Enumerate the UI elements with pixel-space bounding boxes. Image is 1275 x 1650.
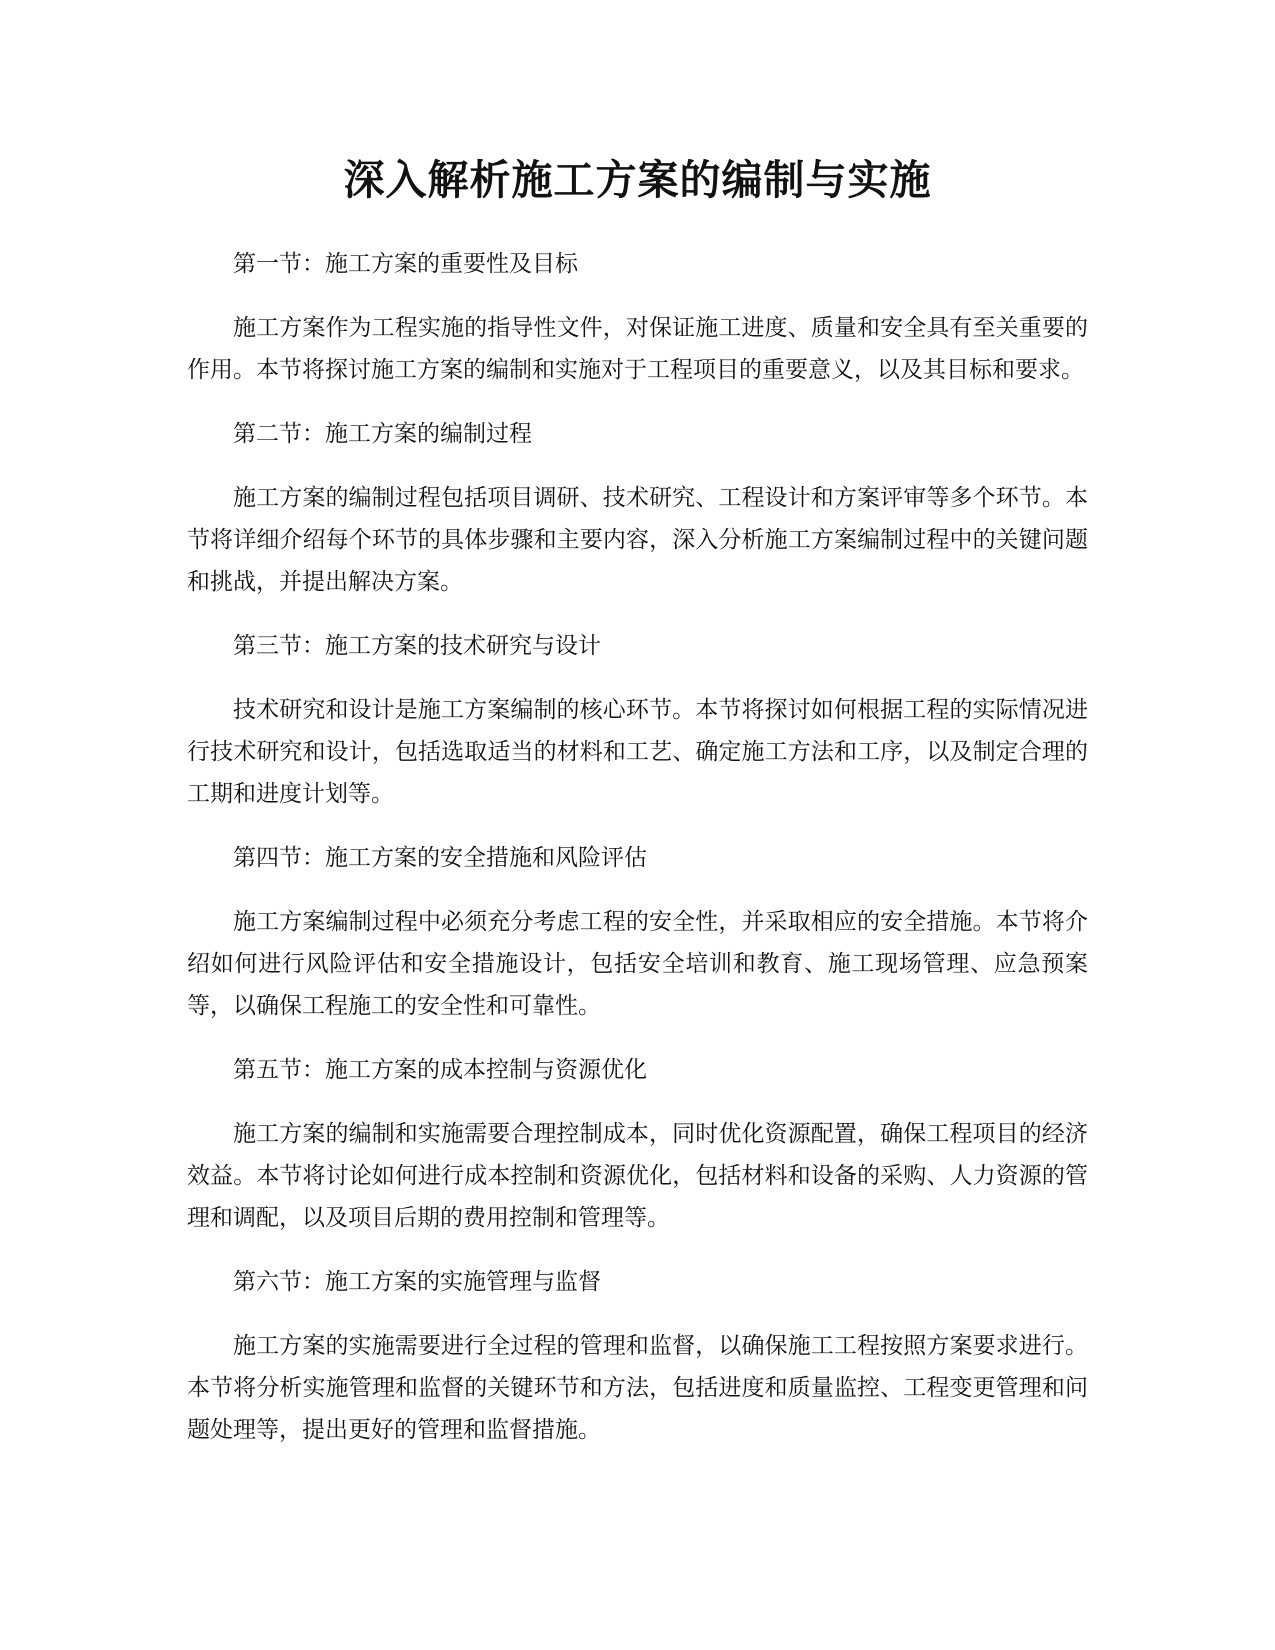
section-heading-2: 第二节：施工方案的编制过程	[233, 421, 532, 447]
section-body-2: 施工方案的编制过程包括项目调研、技术研究、工程设计和方案评审等多个环节。本节将详细介绍每个环节的具体步骤和主要内容，深入分析施工方案编制过程中的关键问题和挑战，并提出解决方案。	[187, 485, 1088, 595]
section-heading-3: 第三节：施工方案的技术研究与设计	[233, 633, 601, 659]
section-body-6: 施工方案的实施需要进行全过程的管理和监督，以确保施工工程按照方案要求进行。本节将分析实施管理和监督的关键环节和方法，包括进度和质量监控、工程变更管理和问题处理等，提出更好的管理和监督措施。	[187, 1333, 1088, 1443]
section-body-4: 施工方案编制过程中必须充分考虑工程的安全性，并采取相应的安全措施。本节将介绍如何进行风险评估和安全措施设计，包括安全培训和教育、施工现场管理、应急预案等，以确保工程施工的安全性和可靠性。	[187, 909, 1088, 1019]
document-title: 深入解析施工方案的编制与实施	[343, 156, 932, 204]
section-body-1: 施工方案作为工程实施的指导性文件，对保证施工进度、质量和安全具有至关重要的作用。本节将探讨施工方案的编制和实施对于工程项目的重要意义，以及其目标和要求。	[187, 315, 1088, 383]
document-content	[187, 243, 1088, 1451]
section-heading-5: 第五节：施工方案的成本控制与资源优化	[233, 1057, 647, 1083]
section-body-3: 技术研究和设计是施工方案编制的核心环节。本节将探讨如何根据工程的实际情况进行技术研究和设计，包括选取适当的材料和工艺、确定施工方法和工序，以及制定合理的工期和进度计划等。	[187, 697, 1088, 807]
section-heading-6: 第六节：施工方案的实施管理与监督	[233, 1269, 601, 1295]
section-heading-1: 第一节：施工方案的重要性及目标	[233, 251, 578, 277]
section-body-5: 施工方案的编制和实施需要合理控制成本，同时优化资源配置，确保工程项目的经济效益。本节将讨论如何进行成本控制和资源优化，包括材料和设备的采购、人力资源的管理和调配，以及项目后期的费用控制和管理等。	[187, 1121, 1088, 1231]
section-heading-4: 第四节：施工方案的安全措施和风险评估	[233, 845, 647, 871]
